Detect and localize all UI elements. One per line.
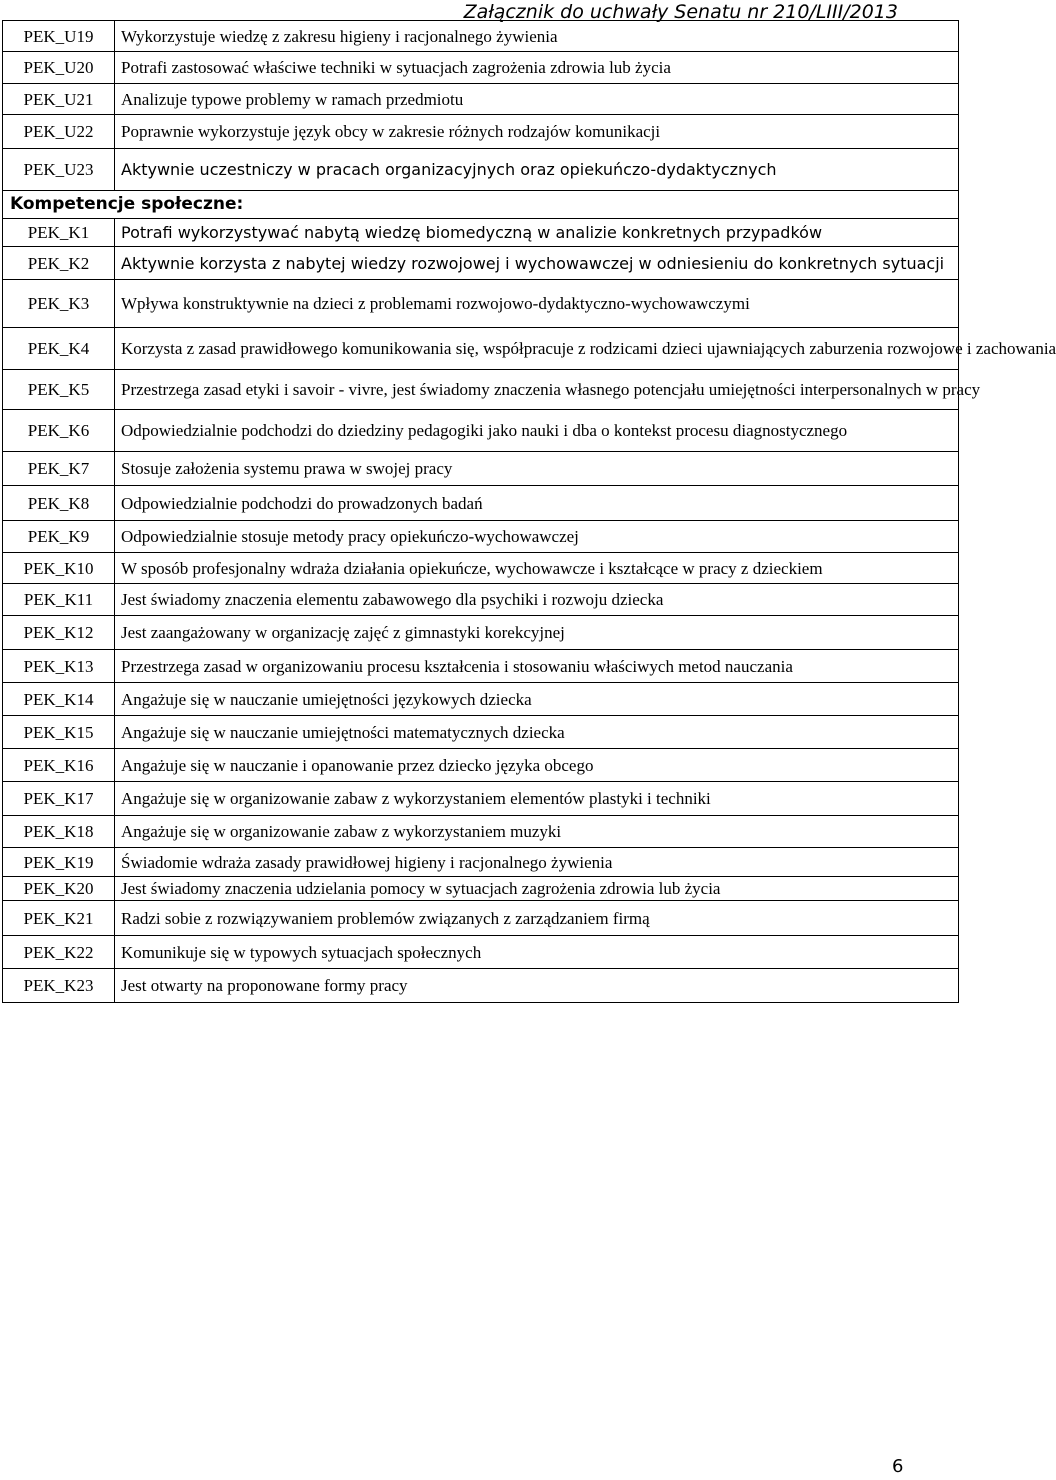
outcome-description: Jest zaangażowany w organizację zajęć z gimnastyki korekcyjnej: [115, 616, 959, 650]
outcome-code: PEK_K1: [3, 219, 115, 247]
table-row: [3, 521, 959, 553]
outcome-description: Jest świadomy znaczenia udzielania pomocy w sytuacjach zagrożenia zdrowia lub życia: [115, 877, 959, 901]
outcome-description: Angażuje się w organizowanie zabaw z wykorzystaniem elementów plastyki i techniki: [115, 782, 959, 816]
outcome-description: Aktywnie korzysta z nabytej wiedzy rozwojowej i wychowawczej w odniesieniu do konkretnych sytuacji: [115, 247, 959, 280]
table-row: [3, 877, 959, 901]
outcome-description: Komunikuje się w typowych sytuacjach społecznych: [115, 936, 959, 969]
outcome-description: Radzi sobie z rozwiązywaniem problemów związanych z zarządzaniem firmą: [115, 901, 959, 936]
table-row: [3, 370, 959, 410]
outcome-code: PEK_U22: [3, 115, 115, 149]
outcome-code: PEK_U19: [3, 21, 115, 52]
table-row: [3, 486, 959, 521]
outcome-code: PEK_K5: [3, 370, 115, 410]
outcome-description: Odpowiedzialnie podchodzi do dziedziny pedagogiki jako nauki i dba o kontekst procesu diagnostycznego: [115, 410, 959, 452]
outcome-code: PEK_K22: [3, 936, 115, 969]
outcome-description: Aktywnie uczestniczy w pracach organizacyjnych oraz opiekuńczo-dydaktycznych: [115, 149, 959, 191]
outcome-code: PEK_U23: [3, 149, 115, 191]
table-row: [3, 650, 959, 683]
outcome-description: Angażuje się w nauczanie umiejętności językowych dziecka: [115, 683, 959, 716]
table-row: [3, 683, 959, 716]
learning-outcomes-table: [2, 20, 1056, 1003]
outcome-description: W sposób profesjonalny wdraża działania opiekuńcze, wychowawcze i kształcące w pracy z dzieckiem: [115, 553, 959, 584]
table-row: [3, 848, 959, 877]
outcome-code: PEK_K6: [3, 410, 115, 452]
outcome-code: PEK_K3: [3, 280, 115, 328]
outcome-description: Odpowiedzialnie stosuje metody pracy opiekuńczo-wychowawczej: [115, 521, 959, 553]
outcome-code: PEK_K19: [3, 848, 115, 877]
outcome-description: Stosuje założenia systemu prawa w swojej pracy: [115, 452, 959, 486]
table-row: [3, 749, 959, 782]
outcome-code: PEK_U20: [3, 52, 115, 84]
outcome-code: PEK_K4: [3, 328, 115, 370]
table-row: [3, 52, 959, 84]
table-row: [3, 452, 959, 486]
outcome-code: PEK_K15: [3, 716, 115, 749]
section-heading: Kompetencje społeczne:: [3, 191, 959, 219]
outcome-code: PEK_K18: [3, 816, 115, 848]
outcome-code: PEK_K2: [3, 247, 115, 280]
outcome-code: PEK_K16: [3, 749, 115, 782]
table-row: [3, 816, 959, 848]
outcome-description: Poprawnie wykorzystuje język obcy w zakresie różnych rodzajów komunikacji: [115, 115, 959, 149]
table-row: [3, 782, 959, 816]
table-row: [3, 21, 959, 52]
outcome-code: PEK_K12: [3, 616, 115, 650]
outcome-description: Wykorzystuje wiedzę z zakresu higieny i racjonalnego żywienia: [115, 21, 959, 52]
outcome-code: PEK_K14: [3, 683, 115, 716]
outcome-code: PEK_K21: [3, 901, 115, 936]
table-row: [3, 280, 959, 328]
outcome-description: Angażuje się w nauczanie i opanowanie przez dziecko języka obcego: [115, 749, 959, 782]
outcome-code: PEK_K8: [3, 486, 115, 521]
outcome-description: Korzysta z zasad prawidłowego komunikowania się, współpracuje z rodzicami dzieci ujawniających zaburzenia rozwojowe i zachowania: [115, 328, 959, 370]
table-row: [3, 115, 959, 149]
outcome-code: PEK_K13: [3, 650, 115, 683]
outcome-code: PEK_K23: [3, 969, 115, 1003]
outcome-description: Przestrzega zasad w organizowaniu procesu kształcenia i stosowaniu właściwych metod nauczania: [115, 650, 959, 683]
outcome-description: Angażuje się w organizowanie zabaw z wykorzystaniem muzyki: [115, 816, 959, 848]
outcome-description: Potrafi wykorzystywać nabytą wiedzę biomedyczną w analizie konkretnych przypadków: [115, 219, 959, 247]
table-row: [3, 616, 959, 650]
attachment-note: Załącznik do uchwały Senatu nr 210/LIII/2013: [463, 1, 898, 23]
section-row: [3, 191, 959, 219]
table-row: [3, 716, 959, 749]
outcome-description: Analizuje typowe problemy w ramach przedmiotu: [115, 84, 959, 115]
outcome-code: PEK_K7: [3, 452, 115, 486]
outcome-code: PEK_K11: [3, 584, 115, 616]
table-row: [3, 901, 959, 936]
outcome-description: Odpowiedzialnie podchodzi do prowadzonych badań: [115, 486, 959, 521]
outcome-code: PEK_K10: [3, 553, 115, 584]
outcome-description: Przestrzega zasad etyki i savoir - vivre, jest świadomy znaczenia własnego potencjału umiejętności interpersonalnych w pracy: [115, 370, 959, 410]
outcome-code: PEK_K9: [3, 521, 115, 553]
table-row: [3, 219, 959, 247]
table-row: [3, 328, 959, 370]
table-row: [3, 584, 959, 616]
table-row: [3, 936, 959, 969]
outcome-code: PEK_U21: [3, 84, 115, 115]
table-row: [3, 247, 959, 280]
table-row: [3, 553, 959, 584]
outcome-code: PEK_K17: [3, 782, 115, 816]
outcome-description: Jest otwarty na proponowane formy pracy: [115, 969, 959, 1003]
outcome-description: Świadomie wdraża zasady prawidłowej higieny i racjonalnego żywienia: [115, 848, 959, 877]
outcome-description: Potrafi zastosować właściwe techniki w sytuacjach zagrożenia zdrowia lub życia: [115, 52, 959, 84]
table-row: [3, 149, 959, 191]
outcome-description: Jest świadomy znaczenia elementu zabawowego dla psychiki i rozwoju dziecka: [115, 584, 959, 616]
table-row: [3, 410, 959, 452]
outcome-code: PEK_K20: [3, 877, 115, 901]
table-row: [3, 84, 959, 115]
page-number: 6: [892, 1456, 904, 1477]
outcome-description: Angażuje się w nauczanie umiejętności matematycznych dziecka: [115, 716, 959, 749]
table-row: [3, 969, 959, 1003]
outcome-description: Wpływa konstruktywnie na dzieci z problemami rozwojowo-dydaktyczno-wychowawczymi: [115, 280, 959, 328]
